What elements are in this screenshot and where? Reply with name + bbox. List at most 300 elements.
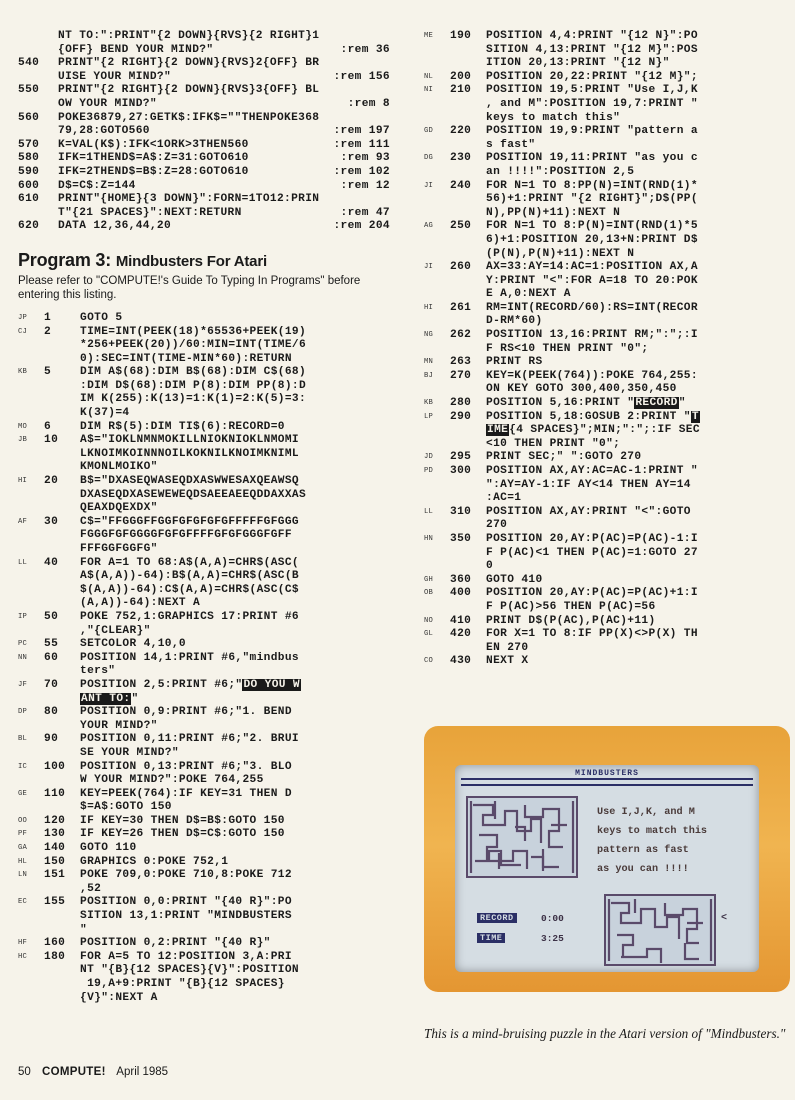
code-text [80, 883, 390, 897]
code-text [486, 180, 790, 194]
code-text [80, 896, 390, 910]
checksum-code: HC [18, 952, 28, 961]
code-text [486, 479, 790, 493]
checksum-code: JI [424, 263, 434, 272]
code-line [424, 343, 790, 357]
code-text [486, 601, 790, 615]
checksum-code: PC [18, 640, 28, 649]
code-line [18, 543, 390, 557]
code-text [80, 475, 390, 489]
code-line [424, 84, 790, 98]
checksum-code: LN [18, 871, 28, 880]
checksum-code: PF [18, 830, 28, 839]
line-number [18, 207, 58, 221]
code-text-main: POSITION 14,1:PRINT #6,"mindbus [80, 651, 299, 664]
checksum-code: HN [424, 534, 434, 543]
code-line [18, 978, 390, 992]
c64-line-body [18, 98, 157, 112]
line-number: 130 [44, 828, 66, 841]
checksum-code: JI [424, 181, 434, 190]
code-text-main: GOTO 5 [80, 311, 123, 324]
code-text-main: FOR A=5 TO 12:POSITION 3,A:PRI [80, 950, 292, 963]
line-number [18, 125, 58, 139]
code-line [18, 828, 390, 842]
code-line [18, 869, 390, 883]
code-text [80, 326, 390, 340]
code-text [80, 407, 390, 421]
code-text [486, 44, 790, 58]
code-line [424, 519, 790, 533]
line-number: 180 [44, 950, 66, 963]
code-text-main: A$="IOKLNMNMOKILLNIOKNIOKLNMOMI [80, 434, 299, 447]
code-text [80, 978, 390, 992]
code-line [424, 479, 790, 493]
code-text [80, 380, 390, 394]
code-text: PRINT"{HOME}{3 DOWN}":FORN=1TO12:PRIN [58, 193, 320, 206]
code-text-main: (P(N),P(N)+11):NEXT N [486, 247, 635, 260]
code-text [486, 207, 790, 221]
atari-listing-part-1 [18, 312, 390, 1005]
line-number: 550 [18, 84, 40, 97]
c64-code-line [18, 30, 390, 44]
code-text-main: QEAXDQEXDX" [80, 502, 158, 515]
code-text-main: POSITION AX,AY:PRINT "<":GOTO [486, 505, 691, 518]
line-number: 262 [450, 329, 472, 342]
c64-code-line [18, 207, 390, 221]
code-text [486, 560, 790, 574]
code-text-main: :DIM D$(68):DIM P(8):DIM PP(8):D [80, 379, 307, 392]
inverse-video-text: RECORD [635, 397, 678, 410]
code-text [80, 706, 390, 720]
line-number: 540 [18, 57, 40, 70]
code-text-main: POSITION 20,AY:P(AC)=P(AC)-1:I [486, 532, 698, 545]
code-text: 79,28:GOTO560 [58, 125, 150, 138]
checksum-code: GH [424, 575, 434, 584]
line-number: 6 [44, 420, 52, 433]
code-text-main: <10 THEN PRINT "0"; [486, 437, 621, 450]
code-text [486, 370, 790, 384]
code-text: POKE36879,27:GETK$:IFK$=""THENPOKE368 [58, 111, 320, 124]
line-number: 430 [450, 655, 472, 668]
code-text [80, 393, 390, 407]
code-line [18, 992, 390, 1006]
code-text-main: POSITION AX,AY:AC=AC-1:PRINT " [486, 465, 698, 477]
time-value: 3:25 [541, 933, 564, 944]
code-text-main: " [80, 923, 88, 936]
line-number: 140 [44, 842, 66, 855]
checksum-code: DG [424, 154, 434, 163]
code-text-main: NT "{B}{12 SPACES}{V}":POSITION [80, 964, 299, 977]
code-line [424, 547, 790, 561]
c64-code-line [18, 44, 390, 58]
checksum-rem: :rem 8 [347, 97, 390, 110]
inverse-video-text: IME [487, 424, 509, 437]
c64-line-body [18, 57, 319, 71]
checksum-code: MO [18, 422, 28, 431]
code-text-main: RM=INT(RECORD/60):RS=INT(RECOR [486, 301, 698, 314]
code-line [18, 434, 390, 448]
code-text-main: DIM A$(68):DIM B$(68):DIM C$(68) [80, 366, 307, 379]
code-line [18, 326, 390, 340]
code-text [80, 489, 390, 503]
line-number: 155 [44, 896, 66, 909]
code-line [424, 370, 790, 384]
line-number: 610 [18, 193, 40, 206]
code-text-main: TIME=INT(PEEK(18)*65536+PEEK(19) [80, 325, 307, 338]
code-line [18, 910, 390, 924]
code-line [424, 44, 790, 58]
code-line [424, 397, 790, 411]
checksum-code: BJ [424, 371, 434, 380]
code-text [80, 625, 390, 639]
code-line [18, 353, 390, 367]
checksum-code: IC [18, 762, 28, 771]
code-text-main: , and M":POSITION 19,7:PRINT " [486, 97, 698, 110]
code-text [486, 492, 790, 506]
code-text-main: F P(AC)<1 THEN P(AC)=1:GOTO 27 [486, 546, 698, 559]
code-line [424, 411, 790, 425]
code-text-main: FOR N=1 TO 8:P(N)=INT(RND(1)*5 [486, 220, 698, 233]
code-line [18, 856, 390, 870]
code-text [80, 815, 390, 829]
code-text [80, 597, 390, 611]
code-text-main: NEXT X [486, 655, 529, 668]
code-text: IFK=2THEND$=B$:Z=28:GOTO610 [58, 165, 249, 178]
code-line [18, 421, 390, 435]
code-text [80, 679, 390, 693]
code-text-main: POKE 752,1:GRAPHICS 17:PRINT #6 [80, 610, 299, 623]
code-text [486, 465, 790, 479]
time-label: TIME [477, 933, 505, 943]
checksum-rem: :rem 47 [340, 206, 390, 219]
code-text [80, 665, 390, 679]
checksum-code: NG [424, 331, 434, 340]
code-text-main: ITION 20,13:PRINT "{12 N}" [486, 57, 670, 70]
code-text-main: POSITION 19,11:PRINT "as you c [486, 152, 698, 165]
code-text-main: (A,A))-64):NEXT A [80, 597, 201, 610]
code-text-main: SETCOLOR 4,10,0 [80, 638, 186, 651]
code-text [486, 275, 790, 289]
code-text [486, 315, 790, 329]
code-text-main: SE YOUR MIND?" [80, 746, 179, 759]
c64-line-body [18, 71, 171, 85]
code-line [424, 30, 790, 44]
code-line [424, 587, 790, 601]
code-text-main: FFFGGFGGFG" [80, 543, 158, 555]
line-number: 280 [450, 397, 472, 410]
code-line [424, 655, 790, 669]
checksum-code: LL [424, 507, 434, 516]
code-line [424, 492, 790, 506]
record-label: RECORD [477, 913, 517, 923]
code-text [80, 516, 390, 530]
line-number: 120 [44, 814, 66, 827]
code-text-main: C$="FFGGGFFGGFGFGFGFGFFFFFGFGGG [80, 515, 299, 528]
screen-instructions: Use I,J,K, and M keys to match this pattern as fast as you can !!!! [597, 807, 708, 875]
code-text-main: SITION 4,13:PRINT "{12 M}":POS [486, 43, 698, 56]
code-line [18, 502, 390, 516]
c64-line-body [18, 220, 171, 234]
code-text-main: KMONLMOIKO" [80, 461, 158, 474]
c64-code-line [18, 193, 390, 207]
c64-code-line [18, 180, 390, 194]
code-text-main: N),PP(N)+11):NEXT N [486, 206, 621, 219]
code-line [424, 98, 790, 112]
atari-listing-part-2 [424, 30, 790, 669]
code-text [80, 720, 390, 734]
code-text-main: KEY=PEEK(764):IF KEY=31 THEN D [80, 787, 292, 800]
code-text-main: DXASEQDXASEWEWEQDSAEEAEEQDDAXXAS [80, 488, 307, 501]
record-value: 0:00 [541, 913, 564, 924]
c64-line-body [18, 125, 150, 139]
line-number: 50 [44, 610, 59, 623]
code-text [486, 139, 790, 153]
code-line [424, 207, 790, 221]
checksum-code: BL [18, 735, 28, 744]
code-text-main: PRINT RS [486, 356, 543, 369]
code-text-main: GOTO 410 [486, 573, 543, 586]
c64-line-body [18, 30, 319, 44]
line-number [18, 71, 58, 85]
target-maze [467, 797, 577, 877]
code-text [486, 533, 790, 547]
code-text [80, 584, 390, 598]
code-text-main: YOUR MIND?" [80, 719, 158, 732]
line-number: 310 [450, 505, 472, 518]
c64-line-body [18, 166, 249, 180]
code-text-after: " [131, 692, 139, 705]
code-text: OW YOUR MIND?" [58, 97, 157, 110]
line-number: 350 [450, 532, 472, 545]
line-number: 40 [44, 556, 59, 569]
code-line [18, 611, 390, 625]
program-number: Program 3: [18, 249, 112, 270]
code-line [18, 407, 390, 421]
code-text [486, 220, 790, 234]
c64-code-line [18, 166, 390, 180]
checksum-code: GD [424, 127, 434, 136]
code-text-main: *256+PEEK(20))/60:MIN=INT(TIME/6 [80, 339, 307, 352]
code-line [18, 951, 390, 965]
code-line [424, 166, 790, 180]
code-line [18, 638, 390, 652]
checksum-rem: :rem 197 [333, 125, 390, 138]
code-line [424, 451, 790, 465]
code-text: UISE YOUR MIND?" [58, 70, 172, 83]
line-number: 30 [44, 515, 59, 528]
checksum-code: NL [424, 72, 434, 81]
line-number: 55 [44, 638, 59, 651]
code-text [80, 448, 390, 462]
line-number: 270 [450, 369, 472, 382]
code-line [18, 761, 390, 775]
line-number: 5 [44, 366, 52, 379]
checksum-code: IP [18, 612, 28, 621]
c64-code-line [18, 98, 390, 112]
code-text [80, 421, 390, 435]
code-text-main: AX=33:AY=14:AC=1:POSITION AX,A [486, 261, 698, 274]
line-number: 580 [18, 152, 40, 165]
code-text-main: FOR A=1 TO 68:A$(A,A)=CHR$(ASC( [80, 556, 299, 569]
code-text [486, 234, 790, 248]
code-text-main: F RS<10 THEN PRINT "0"; [486, 342, 649, 355]
code-line [18, 706, 390, 720]
code-text-main: POSITION 0,11:PRINT #6;"2. BRUI [80, 733, 299, 746]
code-text-main: POSITION 20,22:PRINT "{12 M}"; [486, 70, 698, 83]
code-line [18, 312, 390, 326]
code-text-main: D-RM*60) [486, 315, 543, 328]
code-text [80, 733, 390, 747]
code-text-main: 0):SEC=INT(TIME-MIN*60):RETURN [80, 352, 292, 365]
c64-line-body [18, 84, 319, 98]
photo-caption: This is a mind-bruising puzzle in the Atari version of "Mindbusters." [424, 1026, 786, 1041]
code-line [18, 815, 390, 829]
code-text [486, 411, 790, 425]
left-column [18, 30, 390, 1005]
code-line [424, 574, 790, 588]
code-text-main: $=A$:GOTO 150 [80, 801, 172, 814]
c64-line-body [18, 193, 319, 207]
page-footer [18, 1066, 168, 1078]
checksum-code: HL [18, 857, 28, 866]
line-number: 300 [450, 465, 472, 477]
c64-code-line [18, 71, 390, 85]
code-text-main: POSITION 0,2:PRINT "{40 R}" [80, 937, 271, 950]
code-line [18, 570, 390, 584]
code-text [486, 71, 790, 85]
code-text: K=VAL(K$):IFK<1ORK>3THEN560 [58, 138, 249, 151]
line-number: 360 [450, 573, 472, 586]
code-line [18, 924, 390, 938]
code-text-main: :AC=1 [486, 492, 522, 505]
checksum-code: OB [424, 589, 434, 598]
code-text [486, 112, 790, 126]
code-text [486, 628, 790, 642]
checksum-code: GE [18, 789, 28, 798]
line-number: 10 [44, 434, 59, 447]
code-line [424, 615, 790, 629]
checksum-code: JD [424, 453, 434, 462]
checksum-code: JB [18, 436, 28, 445]
right-column [424, 30, 790, 669]
code-text-main: DIM R$(5):DIM TI$(6):RECORD=0 [80, 420, 285, 433]
line-number [18, 30, 58, 44]
code-line [18, 529, 390, 543]
code-text-main: E A,0:NEXT A [486, 288, 571, 301]
code-text [486, 438, 790, 452]
code-text-main: PRINT D$(P(AC),P(AC)+11) [486, 614, 656, 627]
inverse-video-text: T [691, 410, 699, 423]
line-number: 2 [44, 325, 52, 338]
code-line [18, 625, 390, 639]
code-line [424, 533, 790, 547]
code-text-main: POSITION 0,13:PRINT #6;"3. BLO [80, 760, 292, 773]
code-line [424, 506, 790, 520]
line-number: 60 [44, 651, 59, 664]
code-text [80, 543, 390, 557]
code-text [486, 642, 790, 656]
checksum-code: JP [18, 313, 28, 322]
checksum-code: HI [18, 477, 28, 486]
code-text [80, 869, 390, 883]
code-text [80, 937, 390, 951]
checksum-rem: :rem 111 [333, 138, 390, 151]
c64-code-line [18, 84, 390, 98]
code-text-main: Y:PRINT "<":FOR A=18 TO 20:POK [486, 274, 698, 287]
code-text-main: POSITION 5,16:PRINT " [486, 397, 635, 410]
code-text-after: {4 SPACES}";MIN;":";:IF SEC [509, 424, 700, 437]
line-number: 570 [18, 138, 40, 151]
line-number: 90 [44, 733, 59, 746]
code-line [18, 964, 390, 978]
code-line [424, 152, 790, 166]
code-line [424, 329, 790, 343]
code-text [486, 84, 790, 98]
code-line [18, 516, 390, 530]
code-line [424, 356, 790, 370]
code-line [424, 438, 790, 452]
checksum-code: HI [424, 303, 434, 312]
checksum-code: JF [18, 680, 28, 689]
line-number: 410 [450, 614, 472, 627]
checksum-code: CJ [18, 327, 28, 336]
line-number: 220 [450, 125, 472, 138]
code-text: PRINT"{2 RIGHT}{2 DOWN}{RVS}2{OFF} BR [58, 57, 320, 70]
code-text [80, 842, 390, 856]
code-text [486, 125, 790, 139]
code-line [424, 71, 790, 85]
line-number: 160 [44, 937, 66, 950]
checksum-code: KB [18, 368, 28, 377]
code-text-main: LKNOIMKOINNNOILKOKNILKNOIMKNIML [80, 447, 299, 460]
code-line [424, 193, 790, 207]
code-line [18, 937, 390, 951]
checksum-code: NI [424, 86, 434, 95]
checksum-code: ME [424, 32, 434, 40]
checksum-code: GL [424, 630, 434, 639]
line-number: 110 [44, 787, 66, 800]
code-line [18, 679, 390, 693]
code-line [18, 883, 390, 897]
code-text-main: POSITION 4,4:PRINT "{12 N}":PO [486, 30, 698, 42]
c64-code-line [18, 139, 390, 153]
code-text-main: FOR N=1 TO 8:PP(N)=INT(RND(1)* [486, 179, 698, 192]
code-line [18, 747, 390, 761]
code-text-main: $(A,A))-64):C$(A,A)=CHR$(ASC(C$ [80, 583, 299, 596]
code-text [80, 366, 390, 380]
screen-cursor: < [721, 913, 728, 924]
line-number: 261 [450, 301, 472, 314]
code-line [18, 475, 390, 489]
c64-code-line [18, 57, 390, 71]
code-line [424, 465, 790, 479]
code-text [486, 451, 790, 465]
code-text-main: 6)+1:POSITION 20,13+N:PRINT D$ [486, 233, 698, 246]
line-number: 210 [450, 84, 472, 97]
code-line [424, 139, 790, 153]
code-text [80, 801, 390, 815]
code-text-after: " [678, 397, 686, 410]
program-heading [18, 250, 390, 272]
code-text [486, 288, 790, 302]
code-text [80, 992, 390, 1006]
line-number: 70 [44, 678, 59, 691]
checksum-code: LP [424, 412, 434, 421]
code-text-main: KEY=K(PEEK(764)):POKE 764,255: [486, 369, 698, 382]
checksum-rem: :rem 93 [340, 152, 390, 165]
code-text-main: ters" [80, 665, 116, 678]
code-line [424, 180, 790, 194]
